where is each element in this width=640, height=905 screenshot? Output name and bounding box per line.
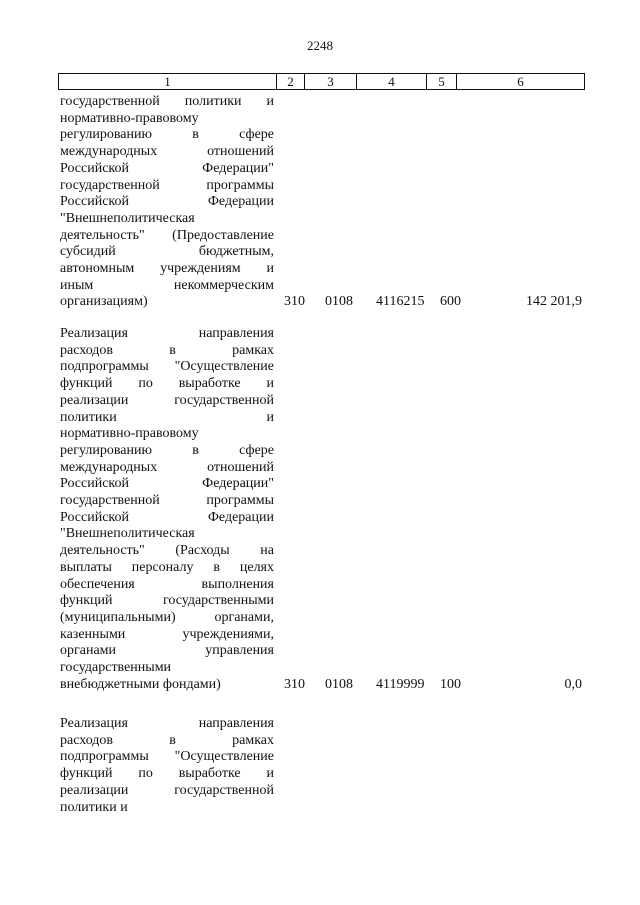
description-line: Российской Федерации" bbox=[60, 476, 274, 492]
description-line: функций по выработке и bbox=[60, 766, 274, 782]
description-line: Российской Федерации" bbox=[60, 160, 274, 176]
cell-c5: 100 bbox=[440, 676, 461, 692]
cell-c3: 0108 bbox=[325, 294, 353, 310]
description-line: государственной политики и bbox=[60, 94, 274, 109]
cell-c2: 310 bbox=[284, 294, 305, 310]
description-line: выплаты персоналу в целях bbox=[60, 559, 274, 575]
column-header: 6 bbox=[457, 74, 585, 90]
description-line: иным некоммерческим bbox=[60, 277, 274, 293]
description-line: государственной программы bbox=[60, 493, 274, 509]
cell-c5: 600 bbox=[440, 294, 461, 310]
description-line: государственной программы bbox=[60, 177, 274, 193]
description-line: Российской Федерации bbox=[60, 509, 274, 525]
description-line: функций государственными bbox=[60, 593, 274, 609]
description-line: государственными bbox=[60, 660, 172, 676]
description-line: расходов в рамках bbox=[60, 732, 274, 748]
description-line: международных отношений bbox=[60, 144, 274, 160]
description-line: расходов в рамках bbox=[60, 342, 274, 358]
description-line: подпрограммы "Осуществление bbox=[60, 749, 274, 765]
description-line: реализации государственной bbox=[60, 392, 274, 408]
description-line: нормативно-правовому bbox=[60, 110, 199, 126]
column-header: 1 bbox=[59, 74, 277, 90]
description-line: "Внешнеполитическая bbox=[60, 526, 195, 542]
row-description bbox=[60, 716, 274, 816]
cell-c3: 0108 bbox=[325, 676, 353, 692]
description-line: реализации государственной bbox=[60, 782, 274, 798]
description-line: Российской Федерации bbox=[60, 194, 274, 210]
description-line: казенными учреждениями, bbox=[60, 626, 274, 642]
row-description bbox=[60, 94, 274, 311]
description-line: автономным учреждениям и bbox=[60, 261, 274, 277]
description-line: подпрограммы "Осуществление bbox=[60, 359, 274, 375]
description-line: функций по выработке и bbox=[60, 376, 274, 392]
description-line: нормативно-правовому bbox=[60, 426, 199, 442]
column-header: 2 bbox=[277, 74, 305, 90]
column-header-table bbox=[58, 73, 585, 90]
description-line: организациям) bbox=[60, 294, 148, 310]
description-line: международных отношений bbox=[60, 459, 274, 475]
description-line: деятельность" (Расходы на bbox=[60, 543, 274, 559]
page-number: 2248 bbox=[307, 38, 333, 53]
description-line: политики и bbox=[60, 409, 274, 425]
cell-c2: 310 bbox=[284, 676, 305, 692]
column-header: 5 bbox=[427, 74, 457, 90]
column-header: 4 bbox=[357, 74, 427, 90]
description-line: "Внешнеполитическая bbox=[60, 210, 195, 226]
description-line: Реализация направления bbox=[60, 716, 274, 731]
description-line: (муниципальными) органами, bbox=[60, 609, 274, 625]
description-line: субсидий бюджетным, bbox=[60, 244, 274, 260]
description-line: Реализация направления bbox=[60, 326, 274, 341]
column-header: 3 bbox=[305, 74, 357, 90]
cell-c4: 4119999 bbox=[376, 676, 425, 692]
cell-c6: 0,0 bbox=[564, 676, 582, 692]
cell-c6: 142 201,9 bbox=[526, 294, 582, 310]
description-line: обеспечения выполнения bbox=[60, 576, 274, 592]
description-line: регулированию в сфере bbox=[60, 442, 274, 458]
description-line: органами управления bbox=[60, 643, 274, 659]
description-line: регулированию в сфере bbox=[60, 127, 274, 143]
column-header-row bbox=[59, 74, 585, 90]
description-line: политики и bbox=[60, 799, 128, 815]
description-line: внебюджетными фондами) bbox=[60, 676, 221, 692]
cell-c4: 4116215 bbox=[376, 294, 425, 310]
row-description bbox=[60, 326, 274, 693]
description-line: деятельность" (Предоставление bbox=[60, 227, 274, 243]
